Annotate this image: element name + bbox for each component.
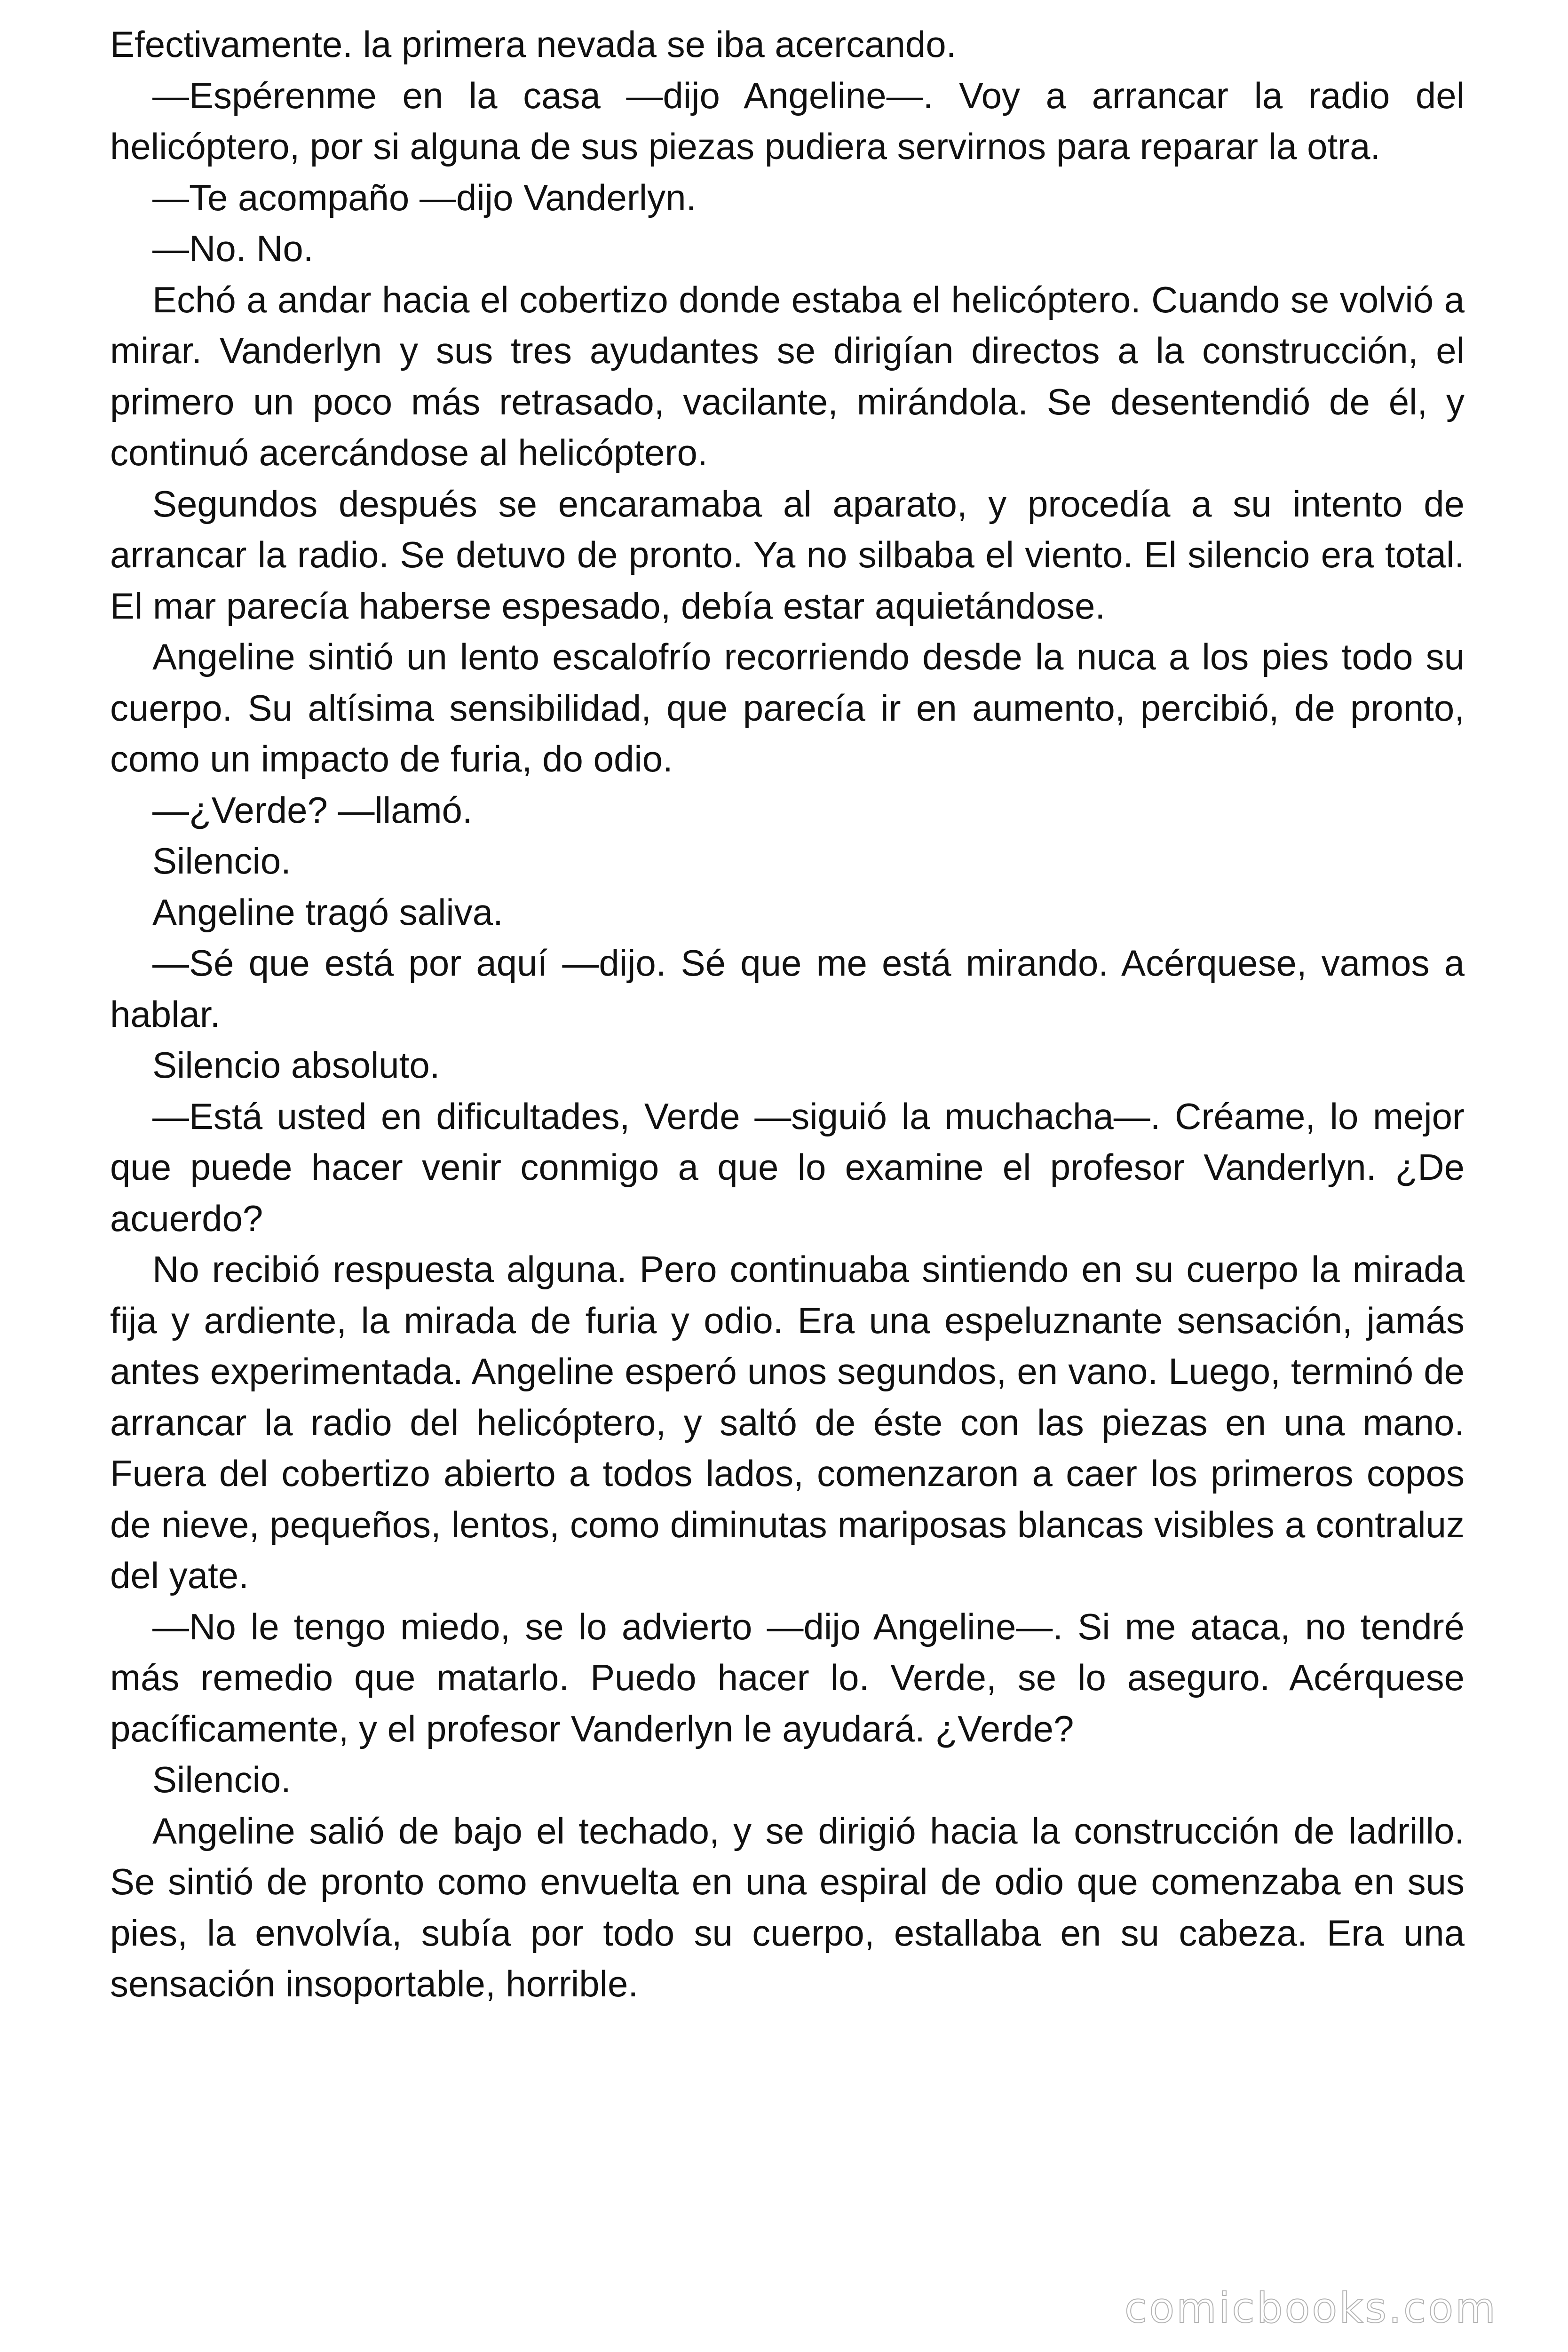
paragraph: Angeline tragó saliva. — [152, 891, 503, 933]
paragraph: Silencio. — [152, 1759, 291, 1800]
paragraph: —¿Verde? —llamó. — [152, 789, 473, 831]
paragraph: No recibió respuesta alguna. Pero continuaba sintiendo en su cuerpo la mirada fija y ardiente, la mirada de furia y odio. Era una espeluznante sensación, jamás antes experimentada. Angeline esperó unos segundos, en vano. Luego, terminó de arrancar la radio del helicóptero, y saltó de éste con las piezas en una mano. Fuera del cobertizo abierto a todos lados, comenzaron a caer los primeros copos de nieve, pequeños, lentos, como diminutas mariposas blancas visibles a contraluz del yate. — [110, 1248, 1465, 1596]
paragraph: —No le tengo miedo, se lo advierto —dijo Angeline—. Si me ataca, no tendré más remedio que matarlo. Puedo hacer lo. Verde, se lo aseguro. Acérquese pacíficamente, y el profesor Vanderlyn le ayudará. ¿Verde? — [110, 1605, 1465, 1749]
paragraph: Segundos después se encaramaba al aparato, y procedía a su intento de arrancar la radio. Se detuvo de pronto. Ya no silbaba el viento. El silencio era total. El mar parecía haberse espesado, debía estar aquietándose. — [110, 483, 1465, 627]
paragraph: —Está usted en dificultades, Verde —siguió la muchacha—. Créame, lo mejor que puede hacer venir conmigo a que lo examine el profesor Vanderlyn. ¿De acuerdo? — [110, 1095, 1465, 1239]
paragraph: Silencio. — [152, 840, 291, 882]
paragraph: Echó a andar hacia el cobertizo donde estaba el helicóptero. Cuando se volvió a mirar. Vanderlyn y sus tres ayudantes se dirigían directos a la construcción, el primero un poco más retrasado, vacilante, mirándola. Se desentendió de él, y continuó acercándose al helicóptero. — [110, 278, 1465, 473]
paragraph: Silencio absoluto. — [152, 1044, 440, 1086]
paragraph: Efectivamente. la primera nevada se iba acercando. — [110, 24, 957, 65]
paragraph: —Te acompaño —dijo Vanderlyn. — [152, 176, 697, 218]
paragraph: Angeline salió de bajo el techado, y se dirigió hacia la construcción de ladrillo. Se sintió de pronto como envuelta en una espiral de odio que comenzaba en sus pies, la envolvía, subía por todo su cuerpo, estallaba en su cabeza. Era una sensación insoportable, horrible. — [110, 1810, 1465, 2004]
body-text — [110, 19, 1465, 2010]
paragraph: Angeline sintió un lento escalofrío recorriendo desde la nuca a los pies todo su cuerpo. Su altísima sensibilidad, que parecía ir en aumento, percibió, de pronto, como un impacto de furia, do odio. — [110, 636, 1465, 779]
paragraph: —Sé que está por aquí —dijo. Sé que me está mirando. Acérquese, vamos a hablar. — [110, 942, 1465, 1035]
paragraph: —Espérenme en la casa —dijo Angeline—. Voy a arrancar la radio del helicóptero, por si alguna de sus piezas pudiera servirnos para reparar la otra. — [110, 74, 1465, 167]
watermark-logo: comicbooks.com — [1124, 2284, 1497, 2332]
paragraph: —No. No. — [152, 228, 314, 269]
